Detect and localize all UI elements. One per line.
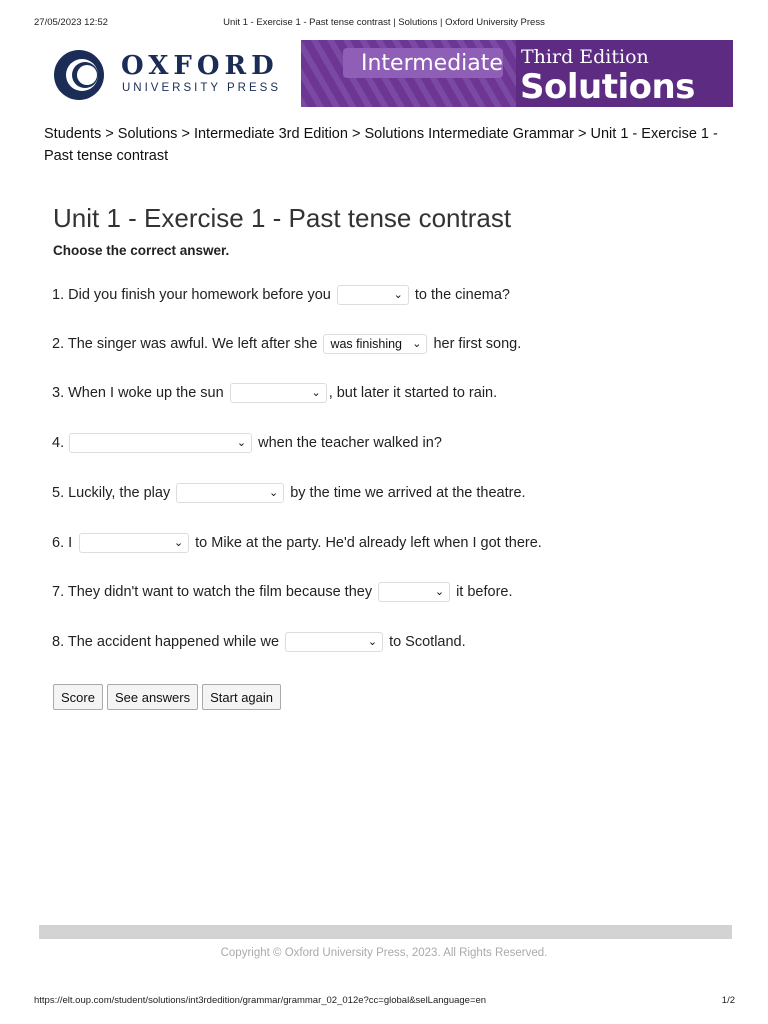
chevron-down-icon: ⌄: [311, 387, 321, 399]
print-datetime: 27/05/2023 12:52: [34, 17, 108, 28]
question-6: [52, 533, 542, 553]
answer-dropdown-6[interactable]: [79, 533, 189, 553]
question-text: 2. The singer was awful. We left after she: [52, 336, 318, 352]
question-text-after: it before.: [456, 584, 513, 600]
question-7: [52, 582, 513, 602]
product-banner: [301, 40, 733, 107]
footer-bar: [39, 925, 732, 939]
chevron-down-icon: ⌄: [236, 437, 247, 449]
question-text-after: , but later it started to rain.: [328, 385, 498, 401]
banner-product: Solutions: [520, 67, 695, 107]
answer-dropdown-7[interactable]: [378, 582, 450, 602]
copyright: Copyright © Oxford University Press, 2023. All Rights Reserved.: [220, 947, 548, 959]
breadcrumb-link-intermediate[interactable]: Intermediate 3rd Edition: [193, 126, 348, 142]
breadcrumb-current: Unit 1 - Exercise 1 - Past tense contrast: [44, 126, 718, 164]
question-text: 8. The accident happened while we: [52, 634, 280, 650]
chevron-down-icon: ⌄: [173, 537, 184, 549]
question-text: 3. When I woke up the sun: [52, 385, 224, 401]
question-text: 5. Luckily, the play: [52, 485, 171, 501]
logo-wordmark: OXFORD: [121, 51, 279, 81]
breadcrumb: [44, 123, 724, 167]
question-text-after: to Scotland.: [389, 634, 466, 650]
print-page-number: 1/2: [721, 995, 735, 1006]
banner-level: Intermediate: [361, 51, 503, 76]
oxford-emblem-icon: [52, 48, 106, 102]
breadcrumb-separator: >: [181, 126, 190, 142]
question-4: [52, 433, 442, 453]
breadcrumb-separator: >: [351, 126, 361, 142]
question-text-after: by the time we arrived at the theatre.: [290, 485, 526, 501]
question-text: 1. Did you finish your homework before you: [52, 287, 331, 303]
start-again-button[interactable]: Start again: [202, 684, 281, 710]
answer-dropdown-8[interactable]: [285, 632, 383, 652]
question-text: 4.: [52, 435, 65, 451]
oxford-logo[interactable]: [52, 48, 292, 104]
question-text-after: her first song.: [433, 336, 522, 352]
breadcrumb-link-grammar[interactable]: Solutions Intermediate Grammar: [364, 126, 574, 142]
question-text: 7. They didn't want to watch the film because they: [52, 584, 373, 600]
breadcrumb-link-students[interactable]: Students: [44, 126, 102, 142]
dropdown-value: was finishing: [330, 337, 403, 351]
chevron-down-icon: ⌄: [269, 487, 279, 499]
print-page-title: Unit 1 - Exercise 1 - Past tense contrast | Solutions | Oxford University Press: [223, 17, 545, 28]
see-answers-button[interactable]: See answers: [107, 684, 198, 710]
question-8: [52, 632, 466, 652]
answer-dropdown-4[interactable]: [69, 433, 252, 453]
answer-dropdown-2[interactable]: [323, 334, 427, 354]
banner-edition: Third Edition: [521, 46, 649, 68]
question-text-after: to the cinema?: [414, 287, 510, 303]
answer-dropdown-3[interactable]: [230, 383, 327, 403]
breadcrumb-link-solutions[interactable]: Solutions: [117, 126, 178, 142]
answer-dropdown-1[interactable]: [337, 285, 409, 305]
chevron-down-icon: ⌄: [393, 289, 403, 301]
question-2: [52, 334, 521, 354]
exercise-actions: [53, 684, 281, 710]
logo-subtitle: UNIVERSITY PRESS: [122, 82, 281, 94]
question-text: 6. I: [52, 535, 73, 551]
answer-dropdown-5[interactable]: [176, 483, 284, 503]
instruction: Choose the correct answer.: [53, 243, 230, 258]
breadcrumb-separator: >: [105, 126, 114, 142]
question-5: [52, 483, 526, 503]
breadcrumb-separator: >: [578, 126, 587, 142]
print-url: https://elt.oup.com/student/solutions/int3rdedition/grammar/grammar_02_012e?cc=global&selLanguage=en: [34, 995, 487, 1006]
page-title: Unit 1 - Exercise 1 - Past tense contrast: [53, 203, 512, 233]
question-1: [52, 285, 510, 305]
chevron-down-icon: ⌄: [434, 586, 445, 598]
chevron-down-icon: ⌄: [367, 636, 378, 648]
question-3: [52, 383, 497, 403]
question-text-after: when the teacher walked in?: [258, 435, 442, 451]
score-button[interactable]: Score: [53, 684, 103, 710]
chevron-down-icon: ⌄: [412, 338, 422, 350]
question-text-after: to Mike at the party. He'd already left when I got there.: [195, 535, 542, 551]
